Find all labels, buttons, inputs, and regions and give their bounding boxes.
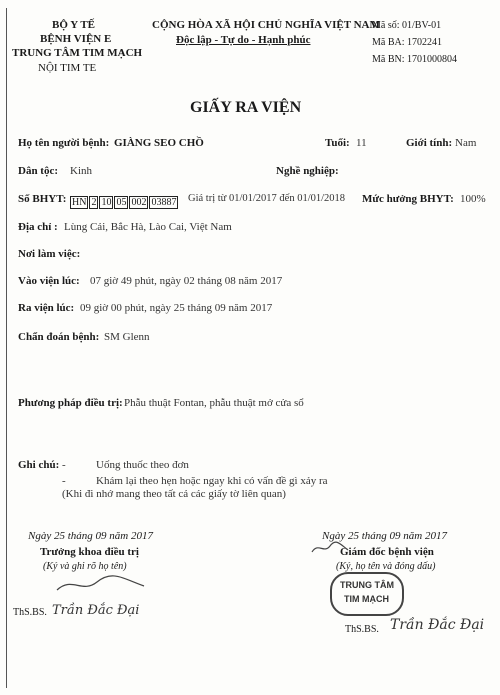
document-title: GIẤY RA VIỆN: [190, 99, 302, 116]
left-sign-hint: (Ký và ghi rõ họ tên): [43, 561, 127, 572]
right-sign-date: Ngày 25 tháng 09 năm 2017: [322, 530, 447, 542]
stamp-line: TIM MẠCH: [344, 594, 389, 604]
gender-label: Giới tính:: [406, 137, 453, 149]
ministry: BỘ Y TẾ: [52, 19, 95, 31]
center-name: TRUNG TÂM TIM MẠCH: [12, 47, 143, 59]
name-label: Họ tên người bệnh:: [18, 137, 110, 149]
diagnosis-label: Chẩn đoán bệnh:: [18, 331, 100, 343]
discharge-label: Ra viện lúc:: [18, 302, 75, 314]
right-signer-name: Trần Đắc Đại: [390, 617, 485, 633]
form-code: Mã số: 01/BV-01: [372, 20, 442, 31]
bhyt-number: [70, 192, 179, 210]
job-label: Nghề nghiệp:: [276, 165, 339, 177]
address-value: Lùng Cải, Bắc Hà, Lào Cai, Việt Nam: [64, 221, 232, 233]
patient-gender: Nam: [455, 137, 477, 149]
admission-value: 07 giờ 49 phút, ngày 02 tháng 08 năm 2017: [90, 275, 283, 287]
bhyt-box: 05: [116, 197, 127, 208]
official-stamp: [330, 572, 404, 616]
bhyt-level-label: Mức hưởng BHYT:: [362, 193, 454, 205]
page-border-left: [6, 8, 7, 688]
right-signer-title: ThS.BS.: [345, 624, 379, 635]
admission-label: Vào viện lúc:: [18, 275, 80, 287]
left-sign-role: Trưởng khoa điều trị: [40, 546, 139, 558]
country-name: CỘNG HÒA XÃ HỘI CHỦ NGHĨA VIỆT NAM: [152, 19, 380, 31]
address-label: Địa chỉ :: [18, 221, 58, 233]
note-item: Khám lại theo hẹn hoặc ngay khi có vấn đề gì xảy ra: [96, 475, 328, 487]
stamp-line: TRUNG TÂM: [340, 580, 394, 590]
bhyt-level: 100%: [460, 193, 486, 205]
patient-code: Mã BN: 1701000804: [372, 54, 457, 65]
motto: Độc lập - Tự do - Hạnh phúc: [176, 34, 311, 46]
age-label: Tuổi:: [325, 137, 350, 149]
bhyt-box: 03887: [151, 197, 177, 208]
diagnosis-value: SM Glenn: [104, 331, 150, 343]
right-sign-role: Giám đốc bệnh viện: [340, 546, 434, 558]
treatment-label: Phương pháp điều trị:: [18, 397, 123, 409]
left-sign-date: Ngày 25 tháng 09 năm 2017: [28, 530, 153, 542]
left-signer-name: Trần Đắc Đại: [52, 603, 140, 618]
bhyt-validity: Giá trị từ 01/01/2017 đến 01/01/2018: [188, 193, 346, 204]
record-code: Mã BA: 1702241: [372, 37, 442, 48]
note-dash: -: [62, 459, 66, 471]
left-signer-title: ThS.BS.: [13, 607, 47, 618]
treatment-value: Phẫu thuật Fontan, phẫu thuật mở cửa sổ: [124, 397, 304, 409]
bhyt-box: 10: [101, 197, 112, 208]
note-dash: -: [62, 475, 66, 487]
bhyt-box: HN: [72, 197, 87, 208]
note-extra: (Khi đi nhớ mang theo tất cả các giấy tờ liên quan): [62, 488, 286, 500]
department-name: NỘI TIM TE: [38, 62, 97, 74]
notes-label: Ghi chú:: [18, 459, 60, 471]
discharge-value: 09 giờ 00 phút, ngày 25 tháng 09 năm 2017: [80, 302, 273, 314]
bhyt-box: 2: [91, 197, 97, 208]
right-signature-flourish: [310, 540, 350, 556]
right-sign-hint: (Ký, họ tên và đóng dấu): [336, 561, 436, 572]
note-item: Uống thuốc theo đơn: [96, 459, 189, 471]
patient-ethnic: Kinh: [70, 165, 92, 177]
bhyt-label: Số BHYT:: [18, 193, 67, 205]
work-label: Nơi làm việc:: [18, 248, 81, 260]
patient-name: GIÀNG SEO CHỒ: [114, 137, 204, 149]
bhyt-box: 002: [131, 197, 147, 208]
patient-age: 11: [356, 137, 367, 149]
hospital-name: BỆNH VIỆN E: [40, 33, 112, 45]
left-signature-mark: [52, 572, 152, 596]
ethnic-label: Dân tộc:: [18, 165, 59, 177]
